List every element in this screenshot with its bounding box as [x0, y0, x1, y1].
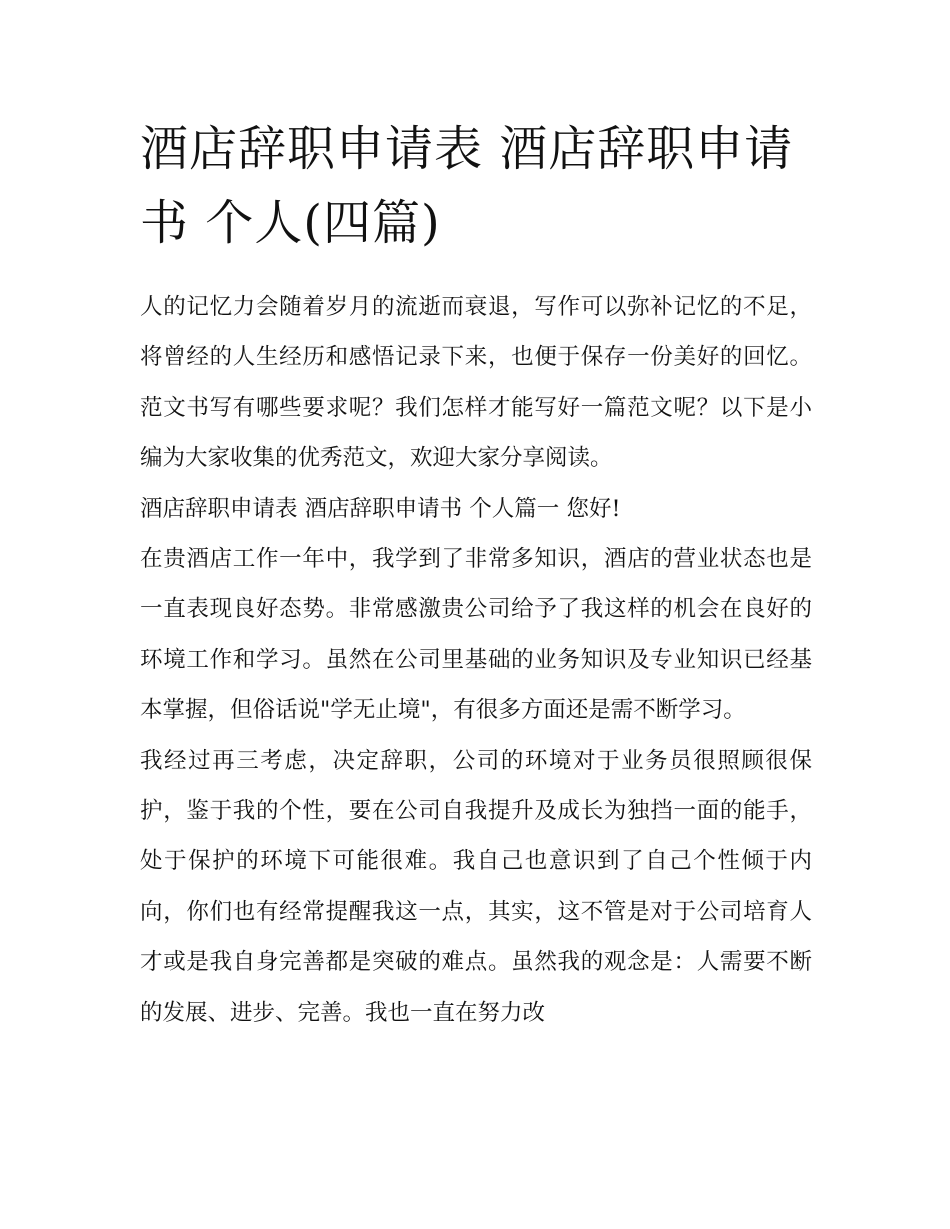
document-title: 酒店辞职申请表 酒店辞职申请书 个人(四篇) — [140, 121, 794, 251]
document-page — [140, 112, 812, 1038]
body-paragraph: 我经过再三考虑，决定辞职，公司的环境对于业务员很照顾很保护，鉴于我的个性，要在公司自我提升及成长为独挡一面的能手，处于保护的环境下可能很难。我自己也意识到了自己个性倾于内向，你们也有经常提醒我这一点，其实，这不管是对于公司培育人才或是我自身完善都是突破的难点。虽然我的观念是：人需要不断的发展、进步、完善。我也一直在努力改 — [140, 747, 812, 1026]
document-body — [140, 282, 812, 1038]
body-paragraph: 在贵酒店工作一年中，我学到了非常多知识，酒店的营业状态也是一直表现良好态势。非常感激贵公司给予了我这样的机会在良好的环境工作和学习。虽然在公司里基础的业务知识及专业知识已经基本掌握，但俗话说"学无止境"，有很多方面还是需不断学习。 — [140, 546, 812, 724]
intro-paragraph: 人的记忆力会随着岁月的流逝而衰退，写作可以弥补记忆的不足，将曾经的人生经历和感悟记录下来，也便于保存一份美好的回忆。范文书写有哪些要求呢？我们怎样才能写好一篇范文呢？以下是小编为大家收集的优秀范文，欢迎大家分享阅读。 — [140, 294, 812, 472]
section-heading-line: 酒店辞职申请表 酒店辞职申请书 个人篇一 您好! — [140, 495, 621, 522]
